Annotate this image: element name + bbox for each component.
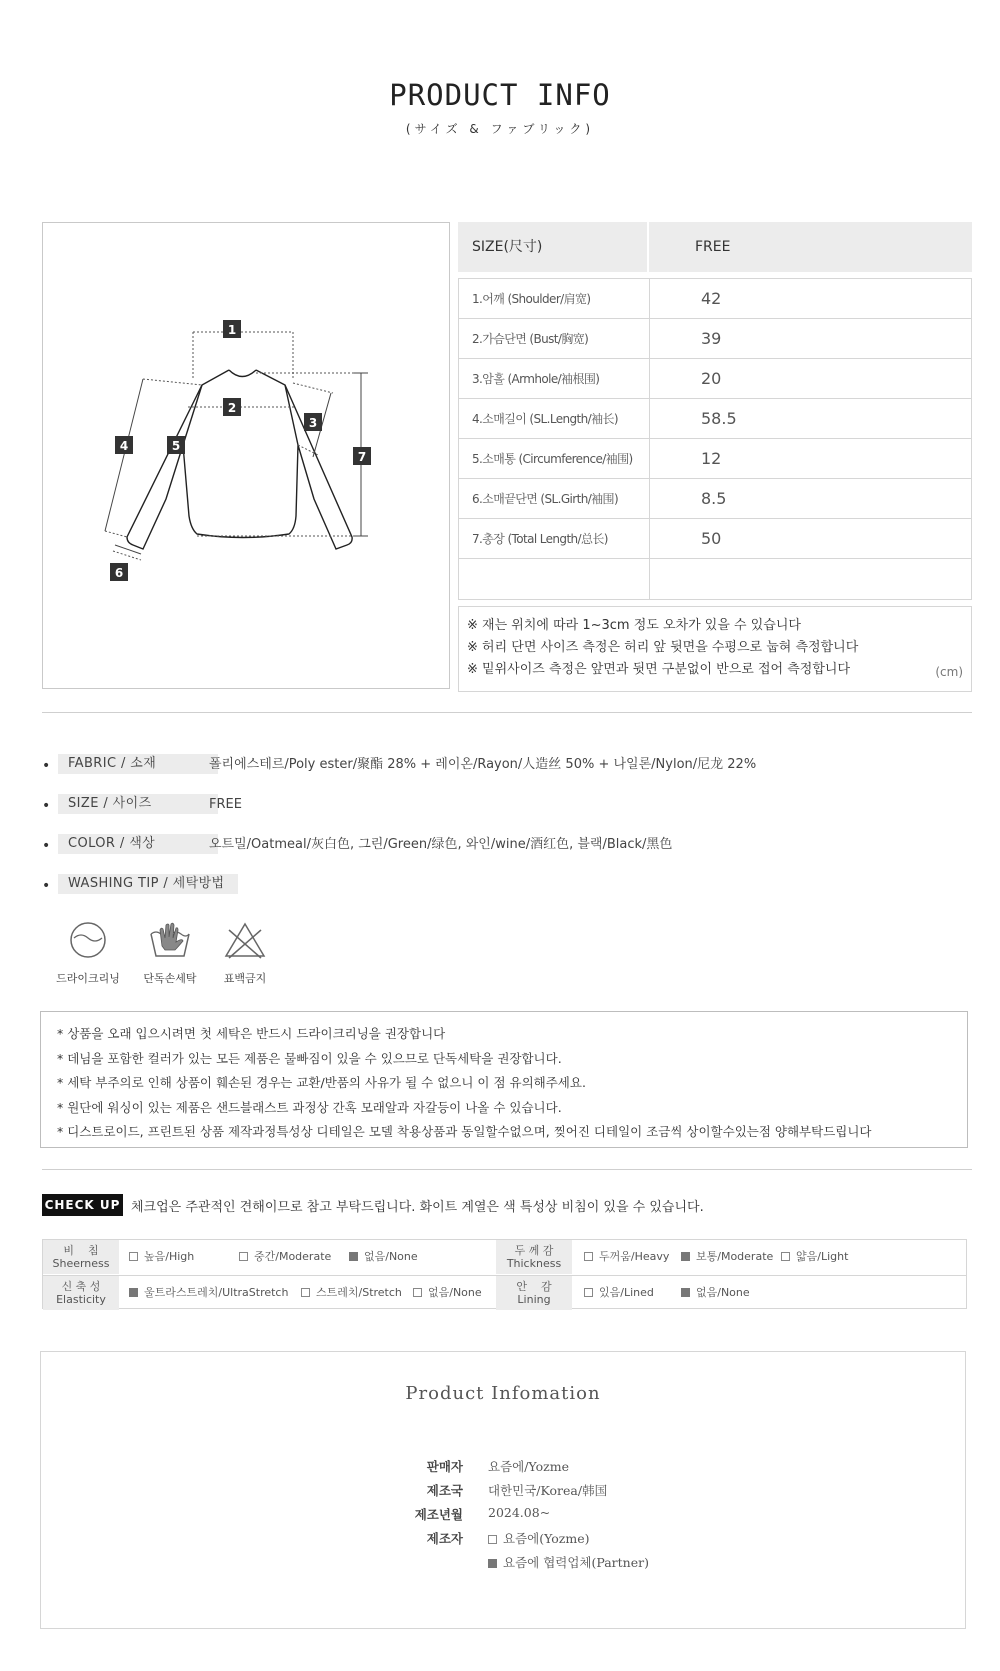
maker-option-label: 요즘에 협력업체(Partner) xyxy=(503,1555,649,1570)
maker-label: 제조자 xyxy=(426,1531,463,1546)
country-value: 대한민국/Korea/韩国 xyxy=(488,1483,608,1498)
measure-label: 2.가슴단면 (Bust/胸宽) xyxy=(459,319,650,358)
info-row-country xyxy=(0,1481,1000,1505)
checkbox-icon xyxy=(488,1535,497,1544)
thickness-head-en: Thickness xyxy=(506,1257,562,1270)
measure-label: 6.소매끝단면 (SL.Girth/袖围) xyxy=(459,479,650,518)
spec-washing xyxy=(42,874,972,894)
checkbox-checked-icon xyxy=(681,1252,690,1261)
size-diagram xyxy=(42,222,450,689)
sheerness-head xyxy=(43,1240,119,1274)
bullet-icon: • xyxy=(42,878,51,894)
note-line: ※ 허리 단면 사이즈 측정은 허리 앞 뒷면을 수평으로 눕혀 측정합니다 xyxy=(467,640,859,655)
elasticity-head xyxy=(43,1276,119,1310)
wash-item xyxy=(130,920,210,986)
marker-4-label: 4 xyxy=(119,439,129,453)
thickness-head-ko: 두 께 감 xyxy=(514,1244,554,1257)
spec-value: 오트밀/Oatmeal/灰白色, 그린/Green/绿色, 와인/wine/酒红色, 블랙/Black/黑色 xyxy=(209,837,673,852)
date-label: 제조년월 xyxy=(414,1507,463,1522)
checkbox-icon xyxy=(413,1288,422,1297)
seller-value: 요즘에/Yozme xyxy=(488,1459,569,1474)
option-label: 있음/Lined xyxy=(599,1286,654,1299)
checkbox-icon xyxy=(129,1252,138,1261)
checkbox-checked-icon xyxy=(349,1252,358,1261)
seller-label: 판매자 xyxy=(426,1459,463,1474)
option-label: 보통/Moderate xyxy=(696,1250,774,1263)
note-line: ※ 밑위사이즈 측정은 앞면과 뒷면 구분없이 반으로 접어 측정합니다 xyxy=(467,662,851,677)
size-table-body xyxy=(458,278,972,600)
spec-label: SIZE / 사이즈 xyxy=(58,794,218,814)
option-heavy xyxy=(584,1240,681,1274)
lining-options xyxy=(584,1276,750,1310)
size-table-header xyxy=(458,222,972,272)
checkbox-checked-icon xyxy=(129,1288,138,1297)
measure-value: 8.5 xyxy=(701,489,727,508)
dry-clean-icon xyxy=(68,920,108,960)
option-label: 없음/None xyxy=(428,1286,482,1299)
wash-caption: 표백금지 xyxy=(223,972,267,985)
measure-value: 20 xyxy=(701,369,722,388)
option-none xyxy=(413,1276,482,1310)
check-row xyxy=(43,1240,966,1274)
garment-sketch xyxy=(43,223,451,690)
wash-item xyxy=(205,920,285,986)
option-none xyxy=(349,1240,418,1274)
option-ultrastretch xyxy=(129,1276,301,1310)
option-label: 없음/None xyxy=(364,1250,418,1263)
wash-note-line: * 데님을 포함한 컬러가 있는 모든 제품은 물빠짐이 있을 수 있으므로 단독세탁을 권장합니다. xyxy=(57,1050,562,1066)
wash-note-line: * 상품을 오래 입으시려면 첫 세탁은 반드시 드라이크리닝을 권장합니다 xyxy=(57,1026,446,1041)
size-column-label: SIZE(尺寸) xyxy=(458,222,649,272)
thickness-options xyxy=(584,1240,848,1274)
elasticity-head-en: Elasticity xyxy=(56,1293,106,1306)
info-row-seller xyxy=(0,1457,1000,1481)
fabric-check-grid xyxy=(42,1239,967,1309)
measure-label: 5.소매통 (Circumference/袖围) xyxy=(459,439,650,478)
measure-value: 39 xyxy=(701,329,722,348)
hand-wash-icon xyxy=(148,920,192,960)
sheerness-head-ko: 비 침 xyxy=(63,1244,99,1257)
elasticity-head-ko: 신 축 성 xyxy=(61,1280,101,1293)
spec-label: FABRIC / 소재 xyxy=(58,754,218,774)
maker-option-yozme xyxy=(488,1529,590,1547)
option-none xyxy=(681,1276,750,1310)
lining-head-ko: 안 감 xyxy=(516,1280,552,1293)
size-table xyxy=(458,222,972,692)
marker-1-label: 1 xyxy=(227,323,237,337)
option-light xyxy=(781,1240,848,1274)
measure-value: 42 xyxy=(701,289,722,308)
measure-label: 4.소매길이 (SL.Length/袖长) xyxy=(459,399,650,438)
option-label: 스트레치/Stretch xyxy=(316,1286,402,1299)
no-bleach-icon xyxy=(223,920,267,960)
wash-note-line: * 원단에 워싱이 있는 제품은 샌드블래스트 과정상 간혹 모래알과 자갈등이 나올 수 있습니다. xyxy=(57,1099,562,1115)
country-label: 제조국 xyxy=(426,1483,463,1498)
info-row-maker-partner xyxy=(0,1553,1000,1577)
measure-label xyxy=(459,559,650,599)
wash-notes xyxy=(40,1011,968,1148)
spec-label: WASHING TIP / 세탁방법 xyxy=(58,874,238,894)
measure-label: 1.어깨 (Shoulder/肩宽) xyxy=(459,279,650,318)
option-lined xyxy=(584,1276,681,1310)
note-line: ※ 재는 위치에 따라 1~3cm 정도 오차가 있을 수 있습니다 xyxy=(467,618,801,633)
table-row xyxy=(459,279,971,319)
marker-2-label: 2 xyxy=(227,401,237,415)
option-stretch xyxy=(301,1276,413,1310)
option-high xyxy=(129,1240,239,1274)
marker-3-label: 3 xyxy=(308,416,318,430)
spec-value: FREE xyxy=(209,797,242,812)
marker-7-label: 7 xyxy=(357,450,367,464)
option-moderate xyxy=(681,1240,781,1274)
option-label: 울트라스트레치/UltraStretch xyxy=(144,1286,289,1299)
table-row xyxy=(459,439,971,479)
spec-size xyxy=(42,794,972,814)
checkup-badge: CHECK UP xyxy=(42,1194,123,1216)
page-title: PRODUCT INFO xyxy=(389,78,611,112)
table-row xyxy=(459,559,971,599)
checkup-description: 체크업은 주관적인 견해이므로 참고 부탁드립니다. 화이트 계열은 색 특성상 비침이 있을 수 있습니다. xyxy=(131,1200,704,1215)
maker-option-partner xyxy=(488,1553,649,1571)
table-row xyxy=(459,479,971,519)
check-row xyxy=(43,1275,966,1309)
wash-caption: 단독손세탁 xyxy=(143,972,197,985)
measure-label: 3.암홀 (Armhole/袖根围) xyxy=(459,359,650,398)
marker-5-label: 5 xyxy=(171,439,181,453)
unit-label: (cm) xyxy=(935,665,963,679)
option-label: 두꺼움/Heavy xyxy=(599,1250,670,1263)
checkbox-icon xyxy=(584,1288,593,1297)
bullet-icon: • xyxy=(42,838,51,854)
page-subtitle: (サイズ & ファブリック) xyxy=(405,122,595,136)
elasticity-options xyxy=(129,1276,482,1310)
wash-item xyxy=(48,920,128,986)
spec-color xyxy=(42,834,972,854)
sheerness-options xyxy=(129,1240,418,1274)
info-row-date xyxy=(0,1505,1000,1529)
checkbox-icon xyxy=(584,1252,593,1261)
table-row xyxy=(459,359,971,399)
option-label: 없음/None xyxy=(696,1286,750,1299)
wash-caption: 드라이크리닝 xyxy=(56,972,120,985)
lining-head-en: Lining xyxy=(517,1293,551,1306)
size-column-free: FREE xyxy=(695,239,731,255)
checkbox-icon xyxy=(301,1288,310,1297)
date-value: 2024.08~ xyxy=(488,1505,551,1520)
measure-value: 58.5 xyxy=(701,409,737,428)
measure-value xyxy=(650,559,971,599)
divider xyxy=(42,1169,972,1170)
option-label: 중간/Moderate xyxy=(254,1250,332,1263)
option-label: 얇음/Light xyxy=(796,1250,849,1263)
divider xyxy=(42,712,972,713)
size-notes xyxy=(458,606,972,692)
measure-value: 12 xyxy=(701,449,722,468)
spec-label: COLOR / 색상 xyxy=(58,834,218,854)
table-row xyxy=(459,519,971,559)
spec-fabric xyxy=(42,754,972,774)
spec-value: 폴리에스테르/Poly ester/聚酯 28% + 레이온/Rayon/人造丝 50% + 나일론/Nylon/尼龙 22% xyxy=(209,757,757,772)
info-row-maker xyxy=(0,1529,1000,1553)
product-info-title: Product Infomation xyxy=(405,1383,601,1404)
table-row xyxy=(459,399,971,439)
option-label: 높음/High xyxy=(144,1250,195,1263)
maker-option-label: 요즘에(Yozme) xyxy=(503,1531,590,1546)
measure-value: 50 xyxy=(701,529,722,548)
checkbox-icon xyxy=(781,1252,790,1261)
marker-6-label: 6 xyxy=(114,566,124,580)
measure-label: 7.총장 (Total Length/总长) xyxy=(459,519,650,558)
option-moderate xyxy=(239,1240,349,1274)
checkbox-icon xyxy=(239,1252,248,1261)
checkbox-checked-icon xyxy=(681,1288,690,1297)
thickness-head xyxy=(496,1240,572,1274)
bullet-icon: • xyxy=(42,758,51,774)
wash-note-line: * 디스트로이드, 프린트된 상품 제작과정특성상 디테일은 모델 착용상품과 동일할수없으며, 찢어진 디테일이 조금씩 상이할수있는점 양해부탁드립니다 xyxy=(57,1124,872,1139)
sheerness-head-en: Sheerness xyxy=(52,1257,110,1270)
bullet-icon: • xyxy=(42,798,51,814)
lining-head xyxy=(496,1276,572,1310)
table-row xyxy=(459,319,971,359)
checkbox-checked-icon xyxy=(488,1559,497,1568)
wash-note-line: * 세탁 부주의로 인해 상품이 훼손된 경우는 교환/반품의 사유가 될 수 없으니 이 점 유의해주세요. xyxy=(57,1075,586,1090)
